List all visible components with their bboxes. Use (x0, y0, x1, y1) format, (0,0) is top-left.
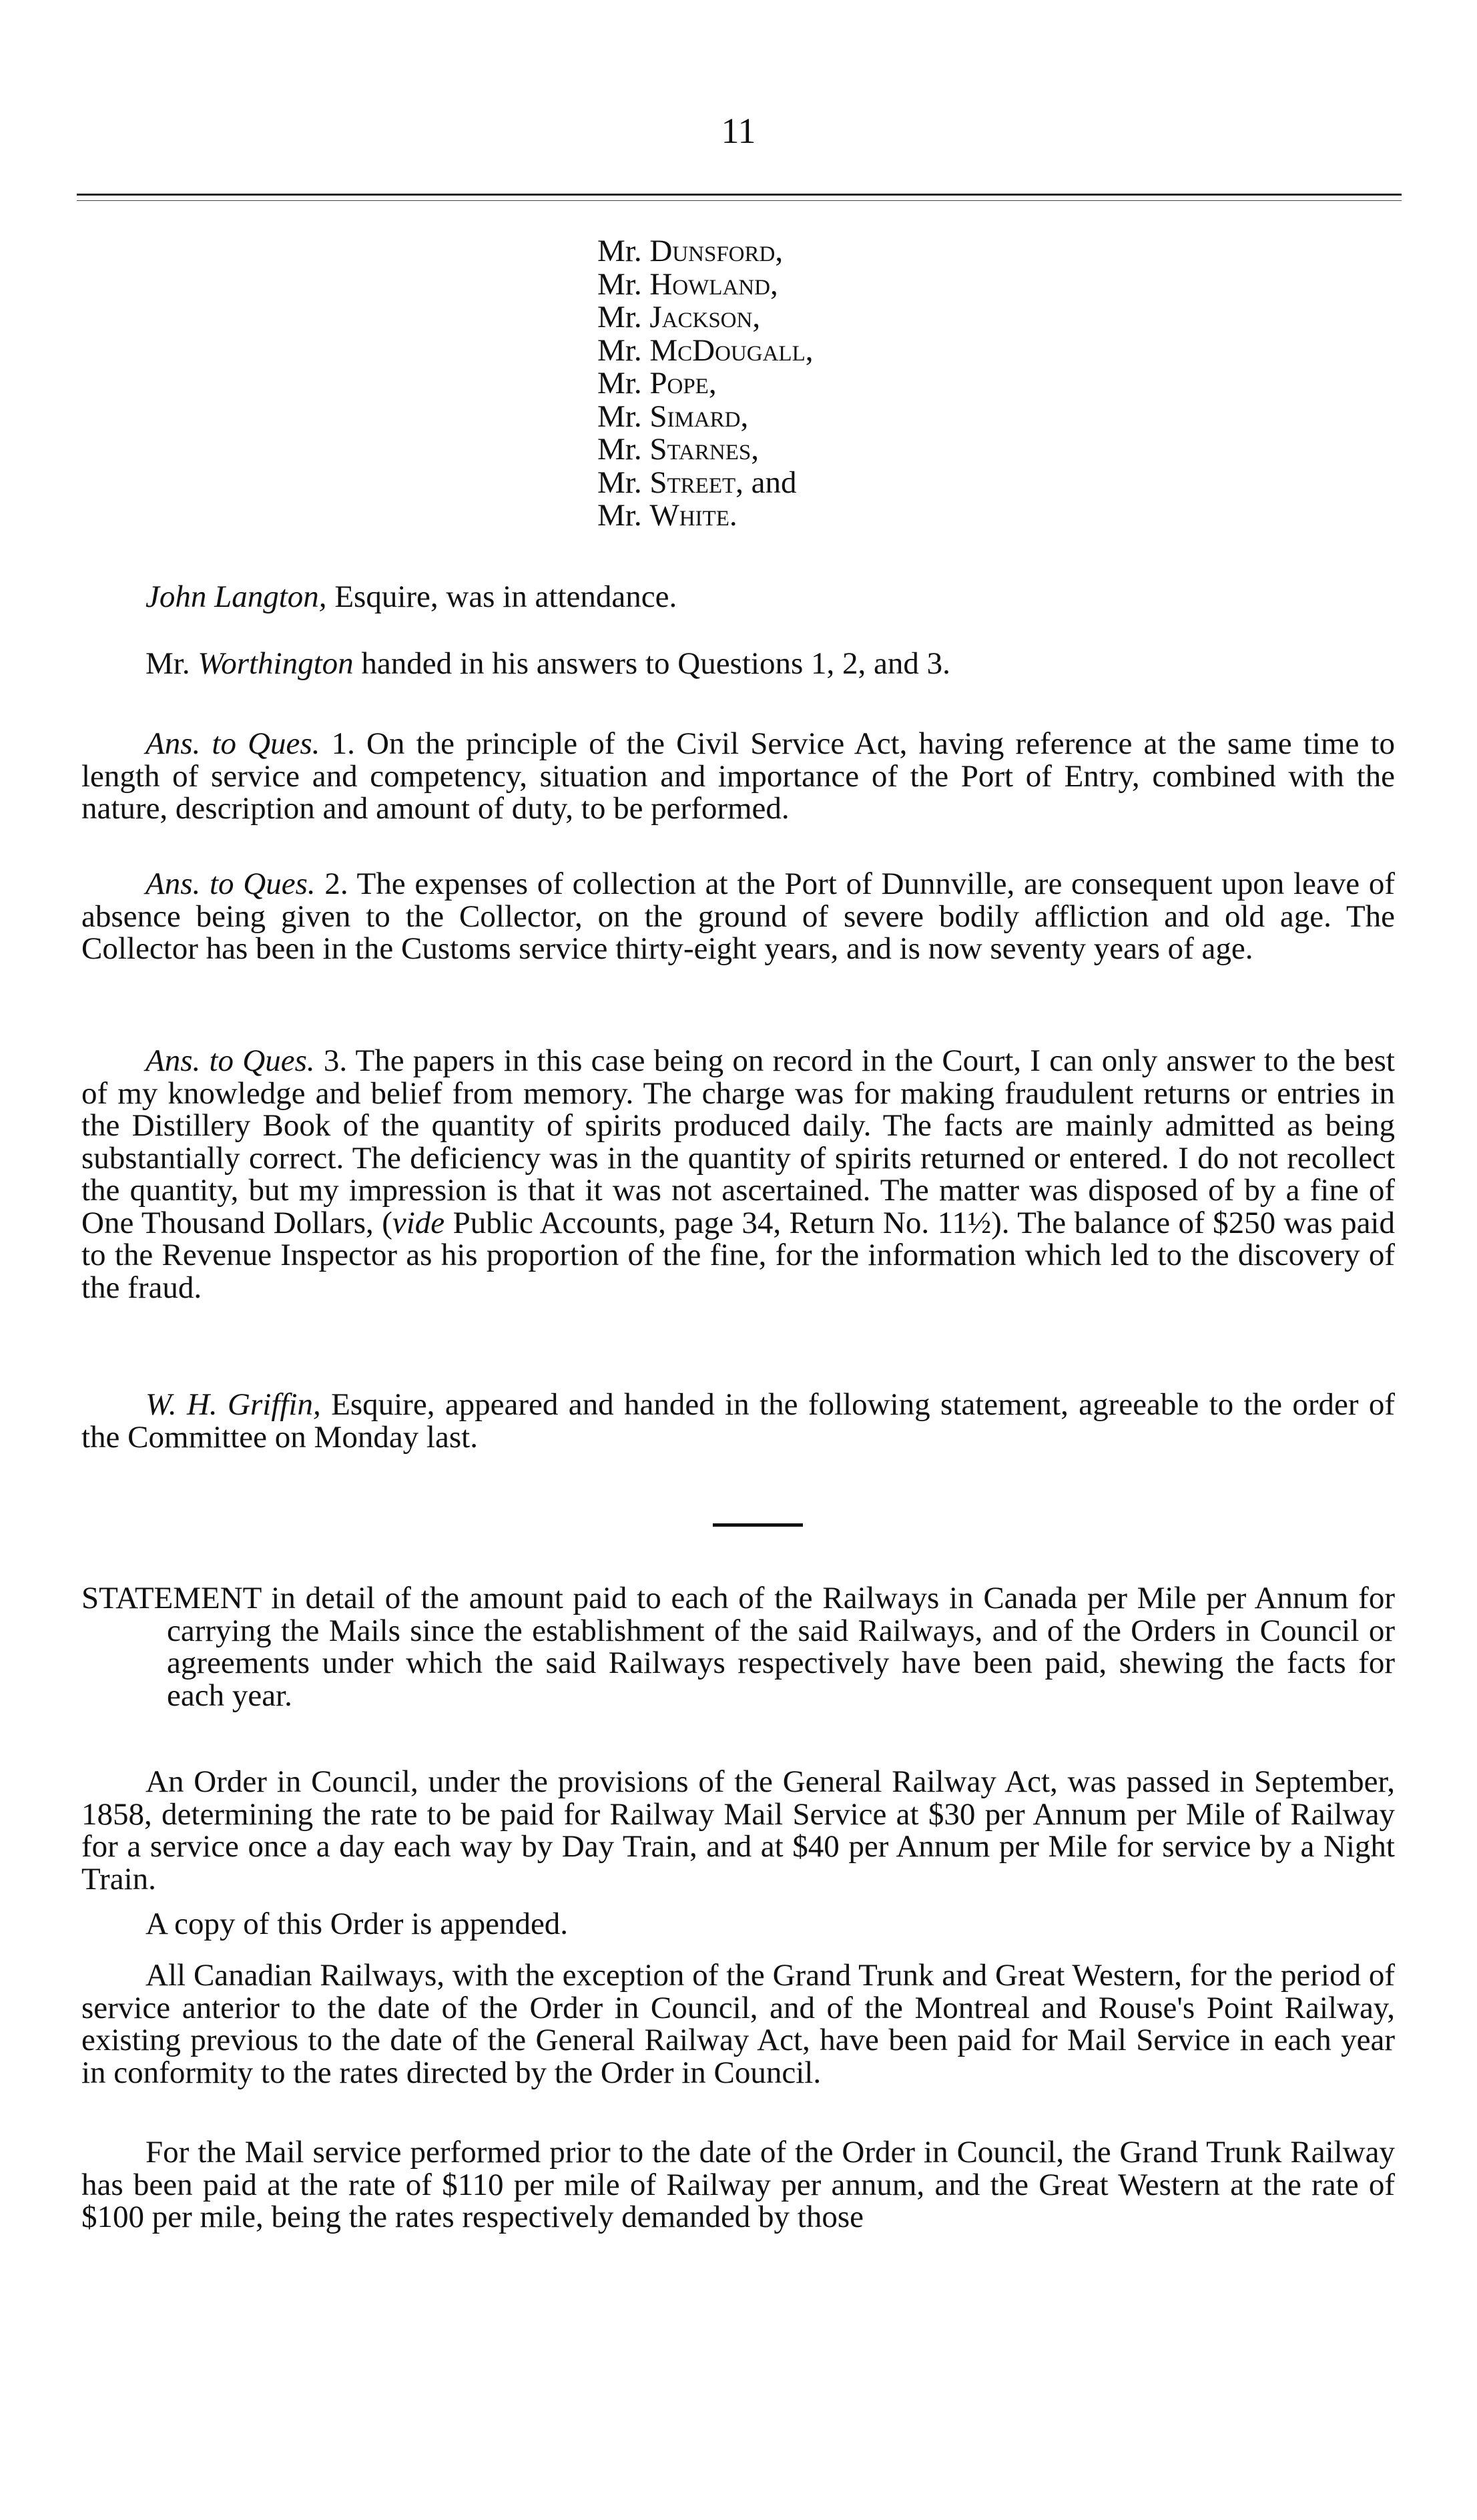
answers-intro-paragraph: Mr. Worthington handed in his answers to Questions 1, 2, and 3. (145, 646, 950, 681)
statement-heading: STATEMENT in detail of the amount paid to each of the Railways in Canada per Mile per Annum for carrying the Mails since the establishment of the said Railways, and of the Orders in Council or agreements under which the said Railways respectively have been paid, shewing the facts for each year. (81, 1581, 1395, 1713)
header-rule (77, 194, 1402, 201)
member-list (597, 235, 814, 533)
member-line: Mr. Street, and (597, 465, 797, 500)
member-line: Mr. White. (597, 498, 737, 533)
member-line: Mr. Howland, (597, 266, 778, 302)
member-line: Mr. Starnes, (597, 432, 759, 467)
answer-1-paragraph: Ans. to Ques. 1. On the principle of the Civil Service Act, having reference at the same time to length of service and competency, situation and importance of the Port of Entry, combined with the nature, description and amount of duty, to be performed. (81, 726, 1395, 826)
member-line: Mr. Pope, (597, 366, 717, 401)
page-number: 11 (721, 111, 756, 151)
section-divider (713, 1523, 803, 1527)
member-line: Mr. McDougall, (597, 332, 814, 368)
member-line: Mr. Simard, (597, 399, 749, 434)
attendance-paragraph: John Langton, Esquire, was in attendance. (145, 579, 677, 614)
member-line: Mr. Jackson, (597, 300, 761, 334)
copy-appended-paragraph: A copy of this Order is appended. (145, 1907, 569, 1941)
griffin-paragraph: W. H. Griffin, Esquire, appeared and handed in the following statement, agreeable to the order of the Committee on Monday last. (81, 1387, 1396, 1455)
member-line: Mr. Dunsford, (597, 234, 784, 268)
answer-3-paragraph: Ans. to Ques. 3. The papers in this case being on record in the Court, I can only answer to the best of my knowledge and belief from memory. The charge was for making fraudulent returns or entries in the Distillery Book of the quantity of spirits produced daily. The facts are mainly admitted as being substantially correct. The deficiency was in the quantity of spirits returned or entered. I do not recollect the quantity, but my impression is that it was not ascertained. The matter was disposed of by a fine of One Thousand Dollars, (vide Public Accounts, page 34, Return No. 11½). The balance of $250 was paid to the Revenue Inspector as his proportion of the fine, for the information which led to the discovery of the fraud. (81, 1043, 1395, 1305)
order-in-council-paragraph: An Order in Council, under the provisions of the General Railway Act, was passed in September, 1858, determining the rate to be paid for Railway Mail Service at $30 per Annum per Mile of Railway for a service once a day each way by Day Train, and at $40 per Annum per Mile for service by a Night Train. (81, 1764, 1395, 1897)
canadian-railways-paragraph: All Canadian Railways, with the exception of the Grand Trunk and Great Western, for the period of service anterior to the date of the Order in Council, and of the Montreal and Rouse's Point Railway, existing previous to the date of the General Railway Act, have been paid for Mail Service in each year in conformity to the rates directed by the Order in Council. (81, 1958, 1395, 2090)
answer-2-paragraph: Ans. to Ques. 2. The expenses of collection at the Port of Dunnville, are consequent upon leave of absence being given to the Collector, on the ground of severe bodily affliction and old age. The Collector has been in the Customs service thirty-eight years, and is now seventy years of age. (81, 866, 1396, 966)
mail-service-rates-paragraph: For the Mail service performed prior to the date of the Order in Council, the Grand Trunk Railway has been paid at the rate of $110 per mile of Railway per annum, and the Great Western at the rate of $100 per mile, being the rates respectively demanded by those (81, 2135, 1395, 2234)
